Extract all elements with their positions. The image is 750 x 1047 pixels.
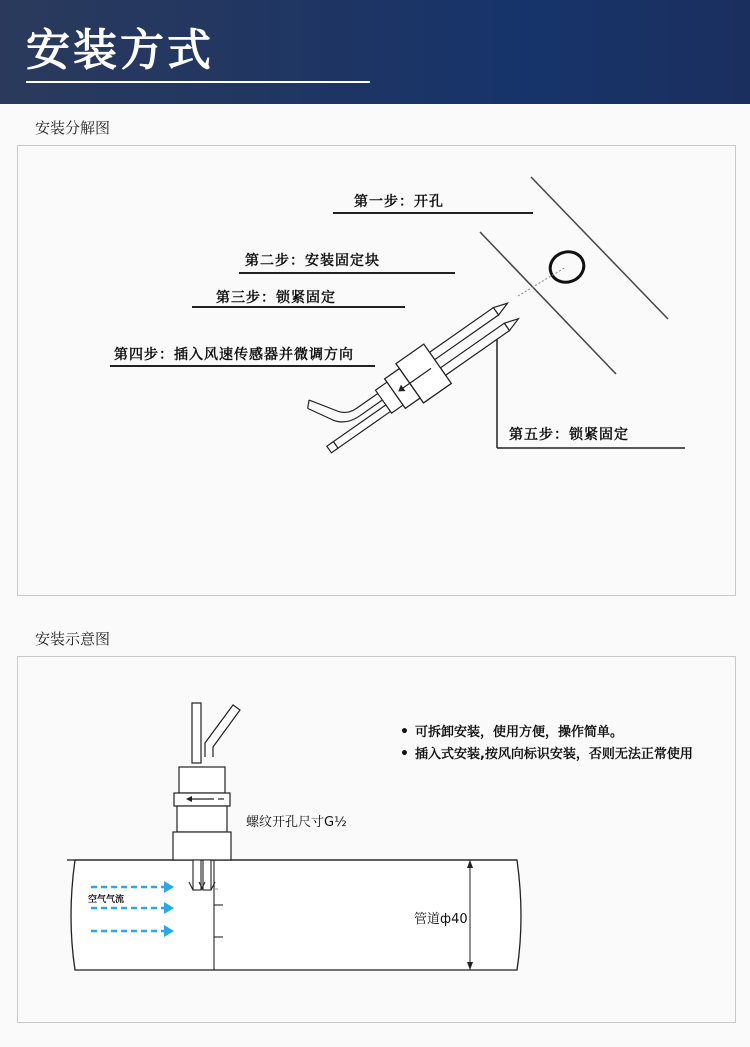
step-4-line <box>110 365 375 367</box>
exploded-view-panel <box>17 145 736 596</box>
section-label-exploded: 安装分解图 <box>35 119 111 137</box>
bullet-dot: • <box>400 724 409 740</box>
note-1-text: 可拆卸安装，使用方便，操作简单。 <box>414 725 623 740</box>
step-2-label: 第二步：安装固定块 <box>245 253 380 269</box>
airflow-label: 空气气流 <box>88 895 125 905</box>
note-1 <box>400 721 623 740</box>
note-2-text: 插入式安装,按风向标识安装，否则无法正常使用 <box>414 747 693 762</box>
step-1-line <box>333 212 533 214</box>
install-diagram <box>18 657 737 1024</box>
page-title: 安装方式 <box>26 25 214 76</box>
bullet-dot: • <box>400 746 409 762</box>
step-4-label: 第四步：插入风速传感器并微调方向 <box>114 347 354 363</box>
section-label-install: 安装示意图 <box>35 630 111 648</box>
tube <box>192 703 201 763</box>
step-2-line <box>239 272 455 274</box>
pipe-wall-line <box>531 177 668 319</box>
title-underline <box>26 81 370 83</box>
exploded-diagram <box>18 146 737 597</box>
tube <box>205 705 240 757</box>
step-1-label: 第一步：开孔 <box>354 194 444 210</box>
thread-size-label: 螺纹开孔尺寸G½ <box>246 815 347 830</box>
step-3-line <box>192 306 405 308</box>
step-3-label: 第三步：锁紧固定 <box>216 290 336 306</box>
header-banner <box>0 0 750 104</box>
pipe-diameter-label: 管道ф40 <box>414 912 468 927</box>
install-diagram-panel <box>17 656 736 1023</box>
pipe-wall-line <box>480 232 616 374</box>
note-2 <box>400 743 693 762</box>
o-ring <box>546 247 588 287</box>
step-5-label: 第五步：锁紧固定 <box>509 427 629 443</box>
